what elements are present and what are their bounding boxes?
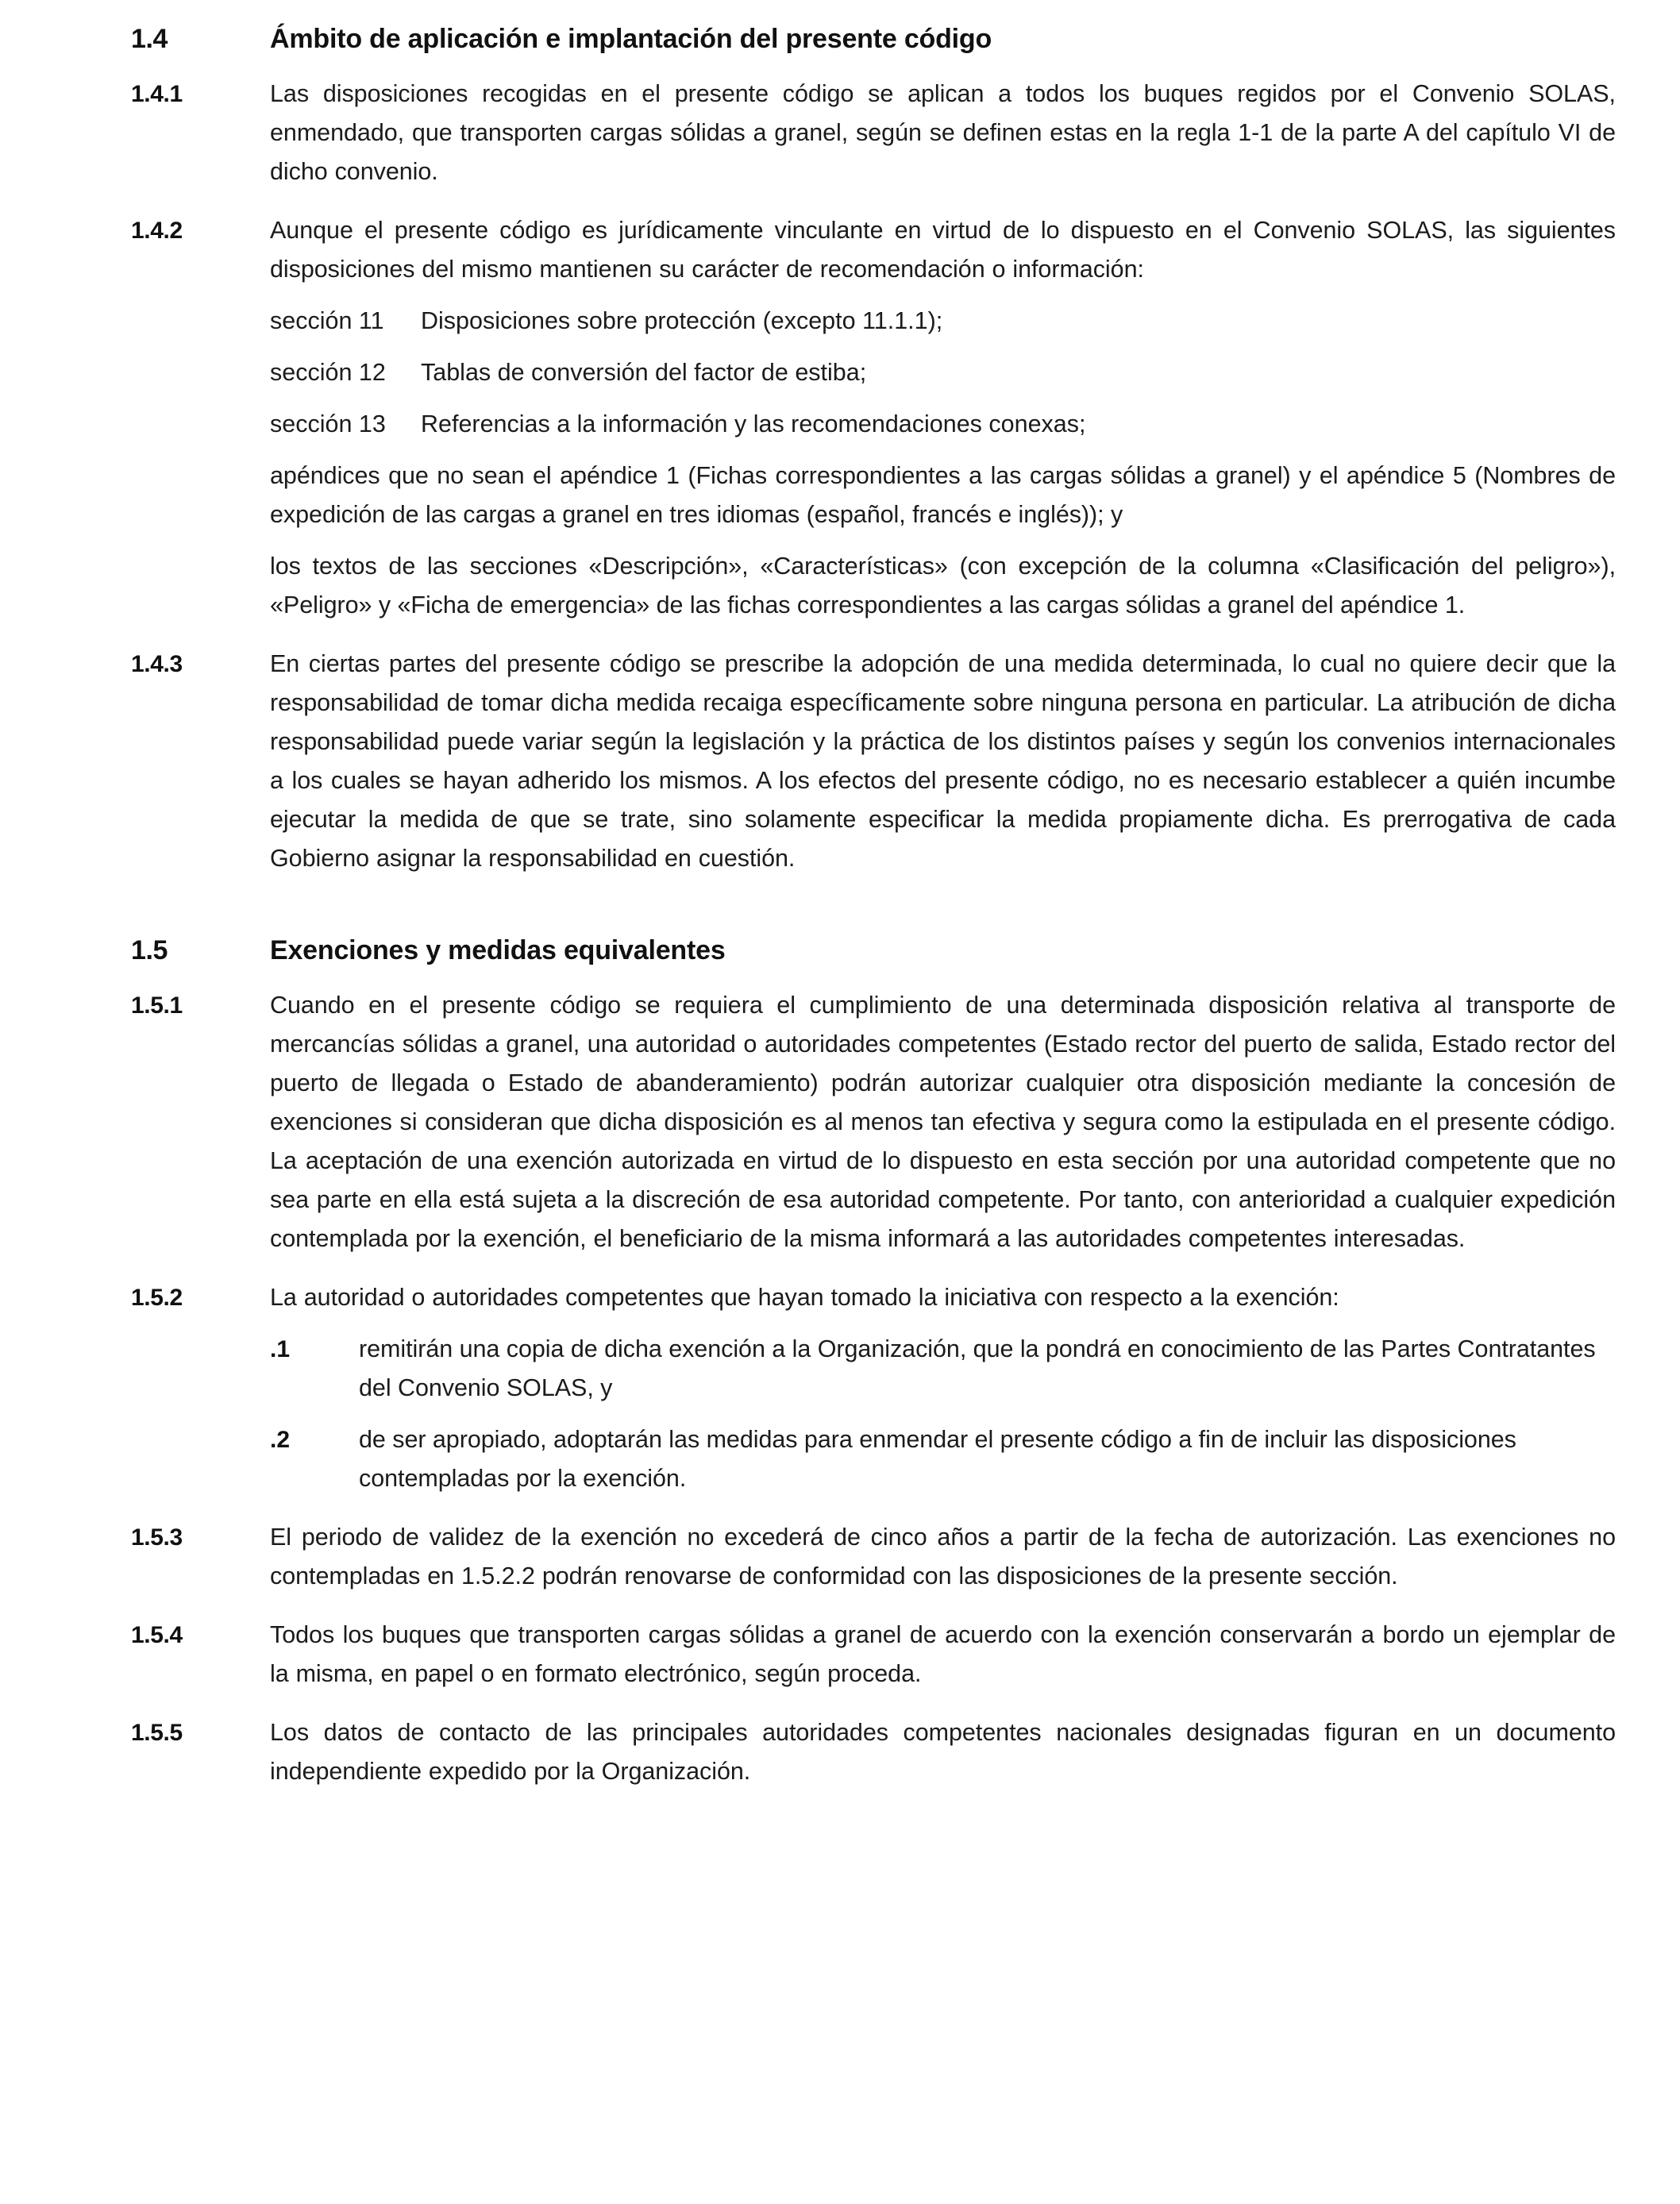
paragraph-number: 1.4.2 — [131, 218, 183, 244]
paragraph-number: 1.4.3 — [131, 651, 183, 677]
spacer — [131, 1596, 1616, 1616]
section-reference-list — [270, 302, 1616, 625]
paragraph-text: En ciertas partes del presente código se prescribe la adopción de una medida determinada, lo cual no quiere decir que la responsabilidad de tomar dicha medida recaiga específicamente sobre ninguna persona en particular. La atribución de dicha responsabilidad puede variar según la legislación y la práctica de los distintos países y según los convenios internacionales a los cuales se hayan adherido los mismos. A los efectos del presente código, no es necesario establecer a quién incumbe ejecutar la medida de que se trate, sino solamente especificar la medida propiamente dicha. Es prerrogativa de cada Gobierno asignar la responsabilidad en cuestión. — [270, 650, 1616, 872]
section-number: 1.5 — [131, 935, 168, 965]
section-reference-text: Disposiciones sobre protección (excepto 11.1.1); — [421, 307, 943, 334]
list-item — [270, 302, 1616, 341]
paragraph-text: Aunque el presente código es jurídicamente vinculante en virtud de lo dispuesto en el Convenio SOLAS, las siguientes disposiciones del mismo mantienen su carácter de recomendación o información: — [270, 217, 1616, 283]
section-title: Exenciones y medidas equivalentes — [270, 935, 726, 965]
spacer — [270, 392, 1616, 405]
spacer — [131, 1693, 1616, 1713]
paragraph-1-5-5 — [131, 1713, 1616, 1791]
spacer — [131, 1317, 1616, 1330]
section-reference-label: sección 13 — [270, 410, 386, 437]
paragraph-number: 1.5.3 — [131, 1524, 183, 1551]
section-reference-text: Tablas de conversión del factor de estiba; — [421, 359, 867, 386]
paragraph-number: 1.5.2 — [131, 1285, 183, 1311]
spacer — [131, 625, 1616, 645]
section-heading-1-4 — [131, 21, 1616, 57]
list-item — [270, 353, 1616, 392]
section-heading-1-5 — [131, 932, 1616, 969]
list-item — [270, 405, 1616, 444]
paragraph-1-5-2 — [131, 1278, 1616, 1317]
paragraph-1-5-1 — [131, 986, 1616, 1258]
section-reference-label: sección 11 — [270, 307, 384, 334]
paragraph-text: Cuando en el presente código se requiera el cumplimiento de una determinada disposición relativa al transporte de mercancías sólidas a granel, una autoridad o autoridades competentes (Estado rector del puerto de salida, Estado rector del puerto de llegada o Estado de abanderamiento) podrán autorizar cualquier otra disposición mediante la concesión de exenciones si consideran que dicha disposición es al menos tan efectiva y segura como la estipulada en el presente código. La aceptación de una exención autorizada en virtud de lo dispuesto en esta sección por una autoridad competente que no sea parte en ella está sujeta a la discreción de esa autoridad competente. Por tanto, con anterioridad a cualquier expedición contemplada por la exención, el beneficiario de la misma informará a las autoridades competentes interesadas. — [270, 992, 1616, 1252]
subitem-marker: .2 — [270, 1427, 291, 1453]
spacer — [131, 289, 1616, 302]
section-number: 1.4 — [131, 24, 168, 54]
section-title: Ámbito de aplicación e implantación del presente código — [270, 24, 992, 54]
paragraph-1-4-3 — [131, 645, 1616, 878]
section-reference-label: sección 12 — [270, 359, 386, 386]
spacer — [270, 341, 1616, 353]
spacer — [270, 444, 1616, 457]
paragraph-number: 1.5.4 — [131, 1622, 183, 1648]
subparagraph-textos: los textos de las secciones «Descripción», «Características» (con excepción de la columna «Clasificación del peligro»), «Peligro» y «Ficha de emergencia» de las fichas correspondientes a las cargas sólidas a granel del apéndice 1. — [270, 553, 1616, 618]
subitem-text: de ser apropiado, adoptarán las medidas para enmendar el presente código a fin de incluir las disposiciones contempladas por la exención. — [359, 1426, 1516, 1492]
subitem-text: remitirán una copia de dicha exención a la Organización, que la pondrá en conocimiento de las Partes Contratantes del Convenio SOLAS, y — [359, 1335, 1596, 1401]
paragraph-1-4-2 — [131, 211, 1616, 289]
spacer — [131, 57, 1616, 75]
paragraph-text: Los datos de contacto de las principales autoridades competentes nacionales designadas figuran en un documento independiente expedido por la Organización. — [270, 1719, 1616, 1785]
spacer — [131, 1408, 1616, 1420]
paragraph-text: Todos los buques que transporten cargas sólidas a granel de acuerdo con la exención conservarán a bordo un ejemplar de la misma, en papel o en formato electrónico, según proceda. — [270, 1621, 1616, 1687]
paragraph-number: 1.4.1 — [131, 81, 183, 107]
spacer — [131, 969, 1616, 986]
paragraph-1-5-3 — [131, 1518, 1616, 1596]
paragraph-text: Las disposiciones recogidas en el presente código se aplican a todos los buques regidos por el Convenio SOLAS, enmendado, que transporten cargas sólidas a granel, según se definen estas en la regla 1-1 de la parte A del capítulo VI de dicho convenio. — [270, 80, 1616, 185]
spacer — [270, 534, 1616, 547]
paragraph-text: El periodo de validez de la exención no excederá de cinco años a partir de la fecha de autorización. Las exenciones no contempladas en 1.5.2.2 podrán renovarse de conformidad con las disposiciones de la presente sección. — [270, 1524, 1616, 1589]
subitem-1 — [270, 1330, 1616, 1408]
spacer — [131, 191, 1616, 211]
paragraph-number: 1.5.1 — [131, 992, 183, 1019]
subitem-marker: .1 — [270, 1336, 291, 1362]
spacer — [131, 1258, 1616, 1278]
subparagraph-apendices: apéndices que no sean el apéndice 1 (Fichas correspondientes a las cargas sólidas a granel) y el apéndice 5 (Nombres de expedición de las cargas a granel en tres idiomas (español, francés e inglés)); y — [270, 462, 1616, 528]
spacer — [131, 878, 1616, 932]
paragraph-1-5-4 — [131, 1616, 1616, 1693]
section-reference-text: Referencias a la información y las recomendaciones conexas; — [421, 410, 1086, 437]
paragraph-text: La autoridad o autoridades competentes que hayan tomado la iniciativa con respecto a la exención: — [270, 1284, 1339, 1311]
subitem-2 — [270, 1420, 1616, 1498]
paragraph-1-4-1 — [131, 75, 1616, 191]
spacer — [131, 1498, 1616, 1518]
paragraph-number: 1.5.5 — [131, 1720, 183, 1746]
